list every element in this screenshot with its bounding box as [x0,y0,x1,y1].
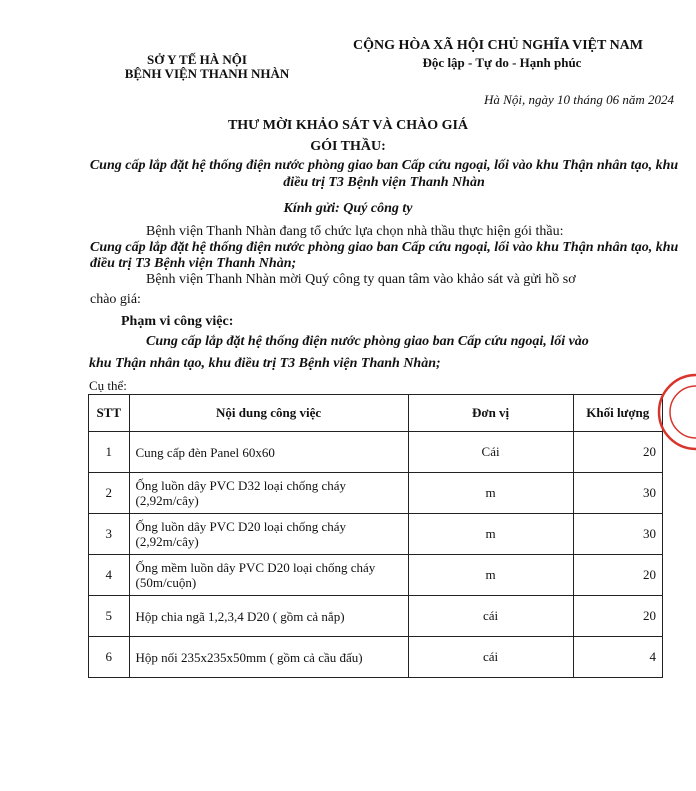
header-unit: Đơn vị [408,395,573,432]
row-unit: Cái [408,432,573,473]
row-quantity: 20 [573,596,662,637]
row-content: Hộp chia ngã 1,2,3,4 D20 ( gồm cả nắp) [129,596,408,637]
row-stt: 5 [89,596,130,637]
intro-paragraph: Bệnh viện Thanh Nhàn đang tổ chức lựa chọn nhà thầu thực hiện gói thầu: [146,224,564,239]
row-unit: m [408,473,573,514]
table-header-row [89,395,663,432]
row-quantity: 20 [573,432,662,473]
row-unit: cái [408,637,573,678]
document-title: THƯ MỜI KHẢO SÁT VÀ CHÀO GIÁ [227,118,469,133]
package-label: GÓI THẦU: [310,139,386,154]
table-row [89,514,663,555]
row-content: Ống luồn dây PVC D32 loại chống cháy (2,92m/cây) [129,473,408,514]
intro-package-name: Cung cấp lắp đặt hệ thống điện nước phòng giao ban Cấp cứu ngoại, lối vào khu Thận nhân tạo, khu điều trị T3 Bệnh viện Thanh Nhàn; [90,240,679,271]
row-content: Cung cấp đèn Panel 60x60 [129,432,408,473]
scope-text-line2: khu Thận nhân tạo, khu điều trị T3 Bệnh viện Thanh Nhàn; [89,356,441,371]
hospital-name: BỆNH VIỆN THANH NHÀN [124,66,290,81]
header-content: Nội dung công việc [129,395,408,432]
row-content: Ống mềm luồn dây PVC D20 loại chống cháy (50m/cuộn) [129,555,408,596]
stamp-inner-ring [670,386,696,438]
package-subject: Cung cấp lắp đặt hệ thống điện nước phòng giao ban Cấp cứu ngoại, lối vào khu Thận nhân tạo, khu điều trị T3 Bệnh viện Thanh Nhàn [89,158,679,190]
recipient-line: Kính gửi: Quý công ty [283,201,413,216]
row-unit: m [408,555,573,596]
row-quantity: 20 [573,555,662,596]
scope-label: Phạm vi công việc: [121,314,234,329]
row-unit: m [408,514,573,555]
header-stt: STT [89,395,130,432]
row-content: Ống luồn dây PVC D20 loại chống cháy (2,92m/cây) [129,514,408,555]
invitation-paragraph-cont: chào giá: [90,292,141,307]
table-row [89,555,663,596]
table-row [89,637,663,678]
table-row [89,473,663,514]
department-name: SỞ Y TẾ HÀ NỘI [147,52,247,67]
row-stt: 2 [89,473,130,514]
work-items-table [88,394,663,678]
scope-text-line1: Cung cấp lắp đặt hệ thống điện nước phòng giao ban Cấp cứu ngoại, lối vào [146,334,589,349]
row-unit: cái [408,596,573,637]
red-stamp-seal [656,372,696,452]
row-stt: 1 [89,432,130,473]
document-date: Hà Nội, ngày 10 tháng 06 năm 2024 [484,92,674,107]
table-row [89,432,663,473]
row-content: Hộp nối 235x235x50mm ( gồm cả cầu đấu) [129,637,408,678]
national-title: CỘNG HÒA XÃ HỘI CHỦ NGHĨA VIỆT NAM [352,38,643,53]
row-quantity: 30 [573,514,662,555]
row-stt: 6 [89,637,130,678]
header-quantity: Khối lượng [573,395,662,432]
row-quantity: 30 [573,473,662,514]
invitation-paragraph: Bệnh viện Thanh Nhàn mời Quý công ty quan tâm vào khảo sát và gửi hồ sơ [146,272,576,287]
row-quantity: 4 [573,637,662,678]
national-motto: Độc lập - Tự do - Hạnh phúc [422,55,582,70]
table-row [89,596,663,637]
details-label: Cụ thể: [89,378,127,393]
row-stt: 3 [89,514,130,555]
row-stt: 4 [89,555,130,596]
